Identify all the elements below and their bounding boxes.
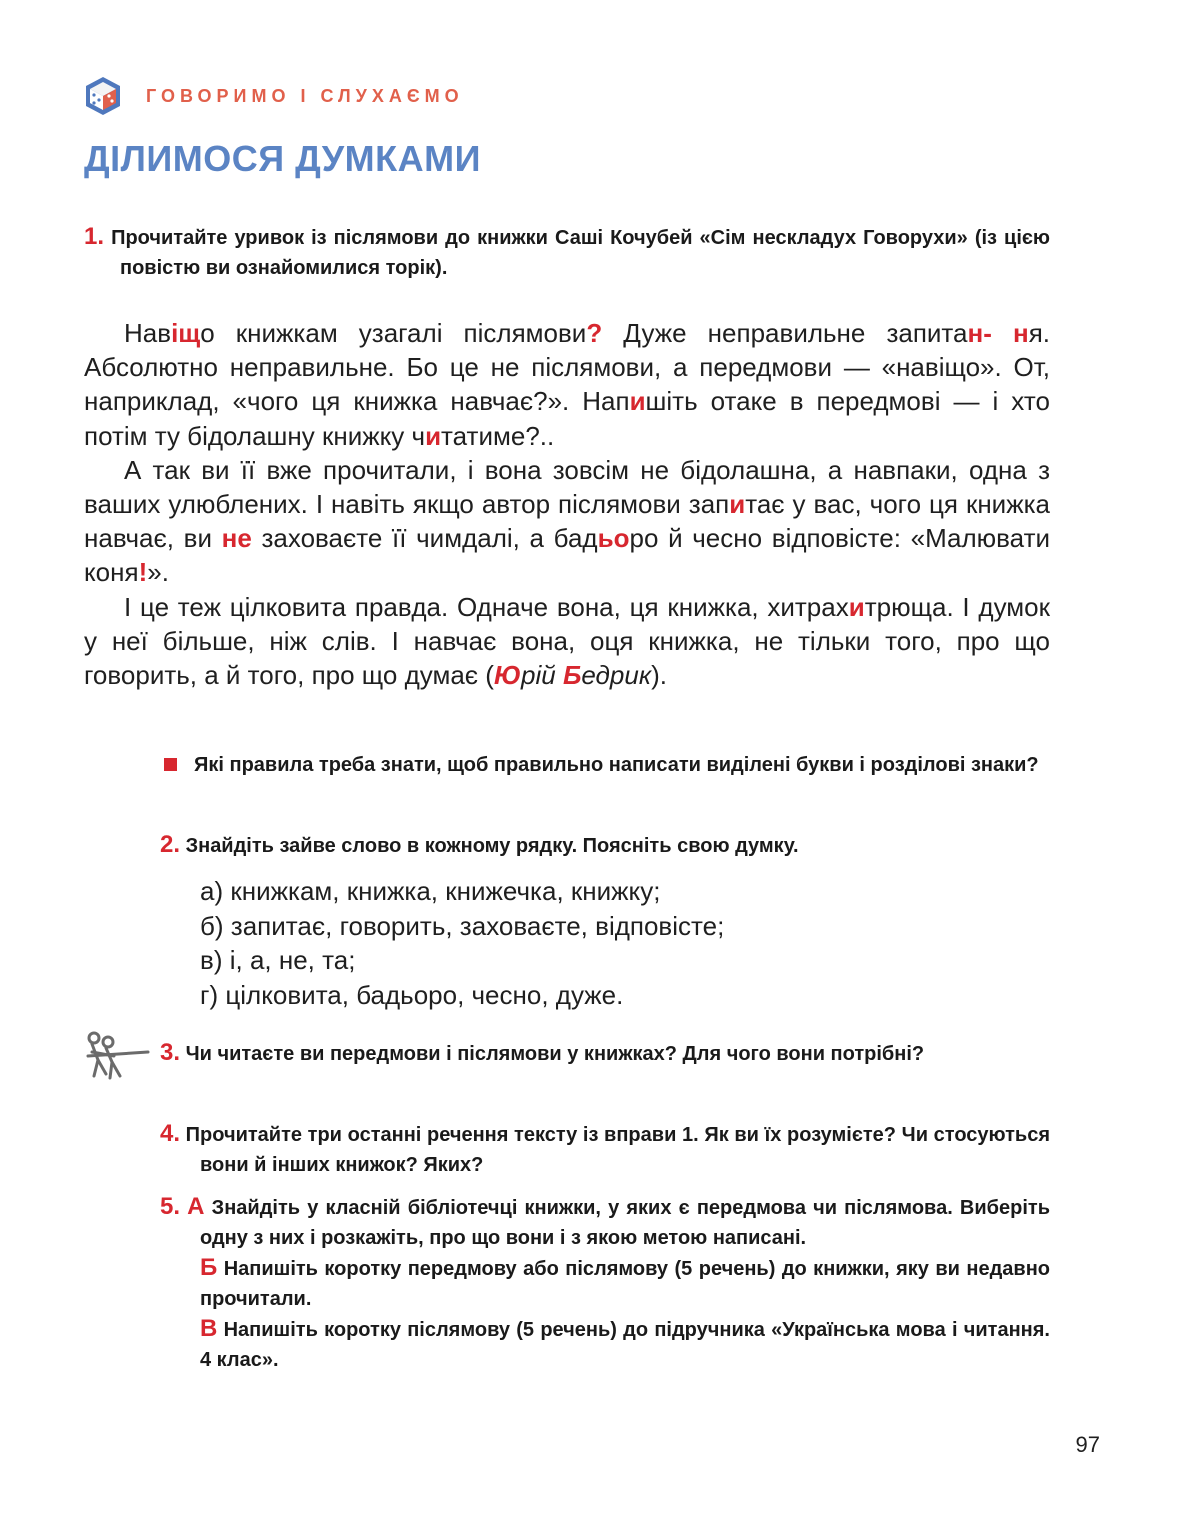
task-text: Прочитайте уривок із післямови до книжки Саші Кочубей «Сім нескладух Говорухи» (із цією повістю ви ознайомилися торік).: [111, 227, 1051, 279]
list-item: а) книжкам, книжка, книжечка, книжку;: [200, 876, 661, 906]
reading-paragraph: Навіщо книжкам узагалі післямови? Дуже неправильне запитан- ня. Абсолютно неправильне. Бо це не післямови, а передмови — «навіщо». От, наприклад, «чого ця книжка навчає?». Напишіть отаке в передмові — і хто потім ту бідолашну книжку читатиме?..: [84, 318, 1050, 451]
list-item: г) цілковита, бадьоро, чесно, дуже.: [200, 979, 624, 1010]
task-1: [84, 222, 1050, 283]
list-item: в) і, а, не, та;: [200, 945, 356, 975]
tug-of-war-icon: [84, 1030, 150, 1084]
bullet-question: Які правила треба знати, щоб правильно написати виділені букви і розділові знаки?: [164, 750, 1050, 780]
list-item: б) запитає, говорить, заховаєте, відповісте;: [200, 910, 725, 941]
task-number: 4.: [160, 1120, 181, 1147]
task-text: Чи читаєте ви передмови і післямови у книжках? Для чого вони потрібні?: [185, 1043, 925, 1065]
page-number: 97: [1075, 1432, 1100, 1457]
dice-cube-icon: [84, 76, 122, 116]
reading-paragraph: А так ви її вже прочитали, і вона зовсім не бідолашна, а навпаки, одна з ваших улюблених. І навіть якщо автор післямови запитає у вас, чого ця книжка навчає, ви не заховаєте її чимдалі, а бадьоро й чесно відповісте: «Малювати коня!».: [84, 454, 1051, 588]
task-text: Знайдіть зайве слово в кожному рядку. Поясніть свою думку.: [185, 835, 799, 857]
task-number: 1.: [84, 223, 105, 250]
task-text: Прочитайте три останні речення тексту із вправи 1. Як ви їх розумієте? Чи стосуються вони й інших книжок? Яких?: [185, 1124, 1050, 1176]
task-4: [160, 1119, 1050, 1180]
task-2: [160, 830, 1050, 861]
word-list: [200, 874, 1000, 1012]
reading-passage: [84, 316, 1050, 692]
task-text: Напишіть коротку передмову або післямову (5 речень) до книжки, яку ви недавно прочитали.: [200, 1258, 1050, 1310]
task-number: 5.: [160, 1193, 181, 1220]
section-label: ГОВОРИМО І СЛУХАЄМО: [146, 86, 464, 106]
task-text: Знайдіть у класній бібліотечці книжки, у яких є передмова чи післямова. Виберіть одну з них і розкажіть, про що вони і з якою метою написані.: [200, 1197, 1050, 1249]
variant-letter: Б: [200, 1254, 218, 1281]
task-3: [160, 1038, 1050, 1069]
variant-letter: А: [187, 1193, 205, 1220]
task-number: 2.: [160, 831, 181, 858]
reading-paragraph: І це теж цілковита правда. Одначе вона, ця книжка, хитрахитрюща. І думок у неї більше, ніж слів. І навчає вона, оця книжка, не тільки того, про що говорить, а й того, про що думає (Юрій Бедрик).: [84, 591, 1050, 691]
variant-letter: В: [200, 1315, 218, 1342]
task-5: [160, 1192, 1050, 1375]
task-text: Напишіть коротку післямову (5 речень) до підручника «Українська мова і читання. 4 клас».: [200, 1319, 1050, 1371]
task-number: 3.: [160, 1039, 181, 1066]
page-title: ДІЛИМОСЯ ДУМКАМИ: [84, 138, 481, 179]
bullet-square-icon: [164, 758, 177, 771]
